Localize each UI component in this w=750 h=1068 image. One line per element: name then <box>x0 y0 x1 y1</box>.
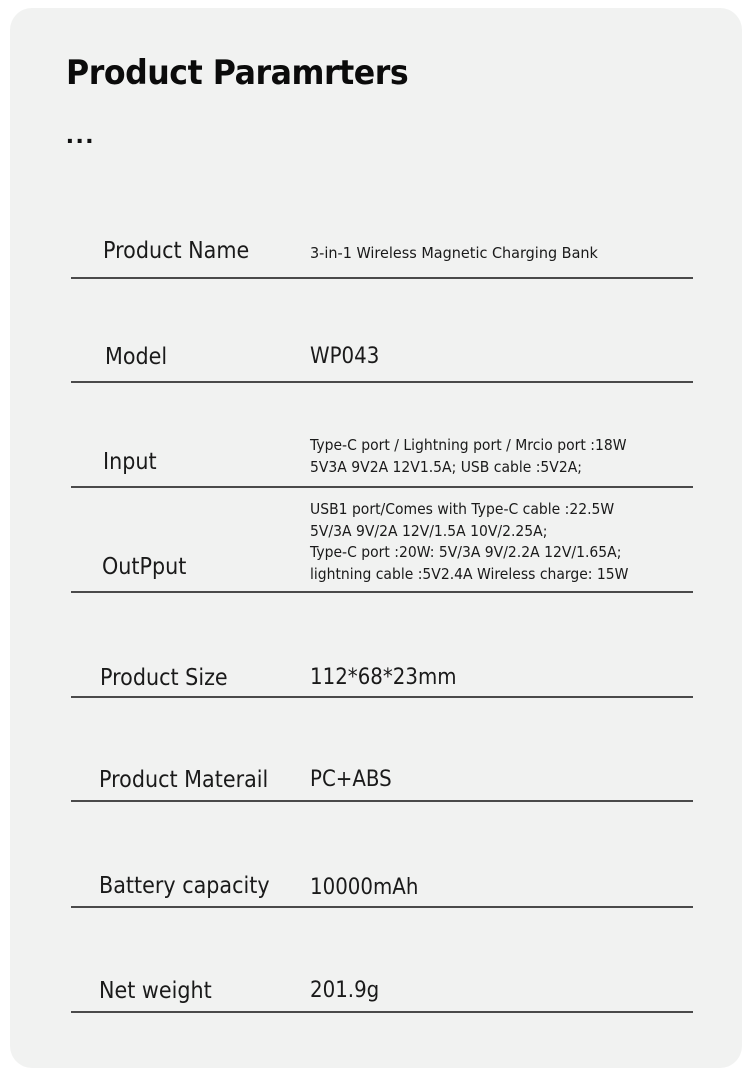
param-value-line: 5V3A 9V2A 12V1.5A; USB cable :5V2A; <box>310 457 582 476</box>
param-value: WP043 <box>310 344 380 369</box>
param-row-product-size <box>71 593 693 698</box>
param-label: Battery capacity <box>99 873 270 899</box>
page-title: Product Paramrters <box>66 53 409 93</box>
param-label: OutPput <box>102 554 187 580</box>
param-value <box>310 435 626 478</box>
param-value: 201.9g <box>310 978 380 1003</box>
param-value-line: 5V/3A 9V/2A 12V/1.5A 10V/2.25A; <box>310 521 548 540</box>
param-label: Model <box>105 344 168 370</box>
param-row-input <box>71 383 693 488</box>
param-value: 112*68*23mm <box>310 665 457 690</box>
param-value-line: Type-C port / Lightning port / Mrcio port :18W <box>310 436 627 454</box>
param-row-battery-capacity <box>71 802 693 908</box>
param-row-output <box>71 488 693 593</box>
param-label: Input <box>103 449 157 475</box>
ellipsis-decoration: ... <box>66 118 96 149</box>
param-value <box>310 499 628 585</box>
param-value: PC+ABS <box>310 767 392 792</box>
param-row-product-name <box>71 200 693 279</box>
param-value-line: USB1 port/Comes with Type-C cable :22.5W <box>310 500 615 518</box>
param-label: Net weight <box>99 978 212 1004</box>
param-value-line: lightning cable :5V2.4A Wireless charge: 15W <box>310 564 629 583</box>
param-value: 10000mAh <box>310 875 419 900</box>
param-row-net-weight <box>71 908 693 1013</box>
param-label: Product Size <box>100 665 228 691</box>
param-value-line: Type-C port :20W: 5V/3A 9V/2.2A 12V/1.65A; <box>310 543 622 561</box>
param-label: Product Materail <box>99 767 269 793</box>
param-value: 3-in-1 Wireless Magnetic Charging Bank <box>310 244 598 262</box>
param-row-product-material <box>71 698 693 802</box>
param-row-model <box>71 279 693 383</box>
param-label: Product Name <box>103 238 250 264</box>
